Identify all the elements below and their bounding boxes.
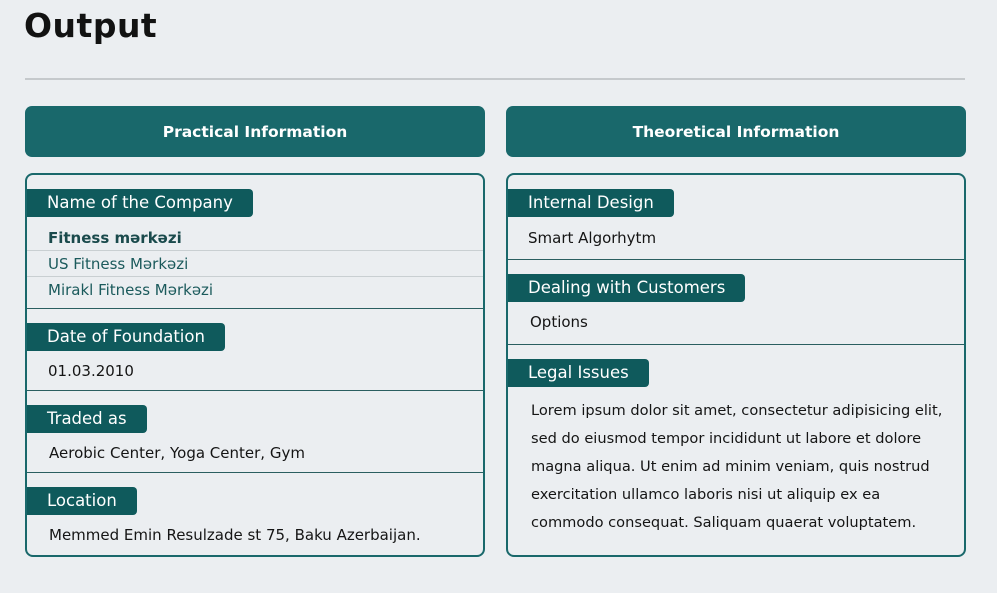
foundation-date-label: Date of Foundation bbox=[27, 323, 225, 351]
company-name-item[interactable]: Fitness mərkəzi bbox=[27, 225, 483, 251]
customers-label: Dealing with Customers bbox=[508, 274, 745, 302]
practical-information-header: Practical Information bbox=[25, 106, 485, 157]
practical-information-panel bbox=[25, 173, 485, 557]
page-title: Output bbox=[24, 6, 158, 45]
company-name-item[interactable]: US Fitness Mərkəzi bbox=[27, 251, 483, 277]
company-name-item[interactable]: Mirakl Fitness Mərkəzi bbox=[48, 281, 214, 299]
foundation-date-value: 01.03.2010 bbox=[48, 362, 134, 380]
section-divider bbox=[27, 308, 483, 309]
traded-as-label: Traded as bbox=[27, 405, 147, 433]
customers-value: Options bbox=[530, 313, 588, 331]
section-divider bbox=[27, 472, 483, 473]
theoretical-information-panel bbox=[506, 173, 966, 557]
location-label: Location bbox=[27, 487, 137, 515]
location-value: Memmed Emin Resulzade st 75, Baku Azerbaijan. bbox=[49, 526, 421, 544]
section-divider bbox=[508, 259, 964, 260]
traded-as-value: Aerobic Center, Yoga Center, Gym bbox=[49, 444, 305, 462]
legal-issues-text: Lorem ipsum dolor sit amet, consectetur adipisicing elit, sed do eiusmod tempor incididunt ut labore et dolore magna aliqua. Ut enim ad minim veniam, quis nostrud exercitation ullamco laboris nisi ut aliquip ex ea commodo consequat. Saliquam quaerat voluptatem. bbox=[531, 402, 943, 531]
title-divider bbox=[25, 78, 965, 80]
internal-design-label: Internal Design bbox=[508, 189, 674, 217]
theoretical-information-header: Theoretical Information bbox=[506, 106, 966, 157]
company-name-label: Name of the Company bbox=[27, 189, 253, 217]
legal-issues-label: Legal Issues bbox=[508, 359, 649, 387]
internal-design-value: Smart Algorhytm bbox=[528, 229, 657, 247]
section-divider bbox=[27, 390, 483, 391]
section-divider bbox=[508, 344, 964, 345]
company-name-list bbox=[27, 225, 483, 303]
